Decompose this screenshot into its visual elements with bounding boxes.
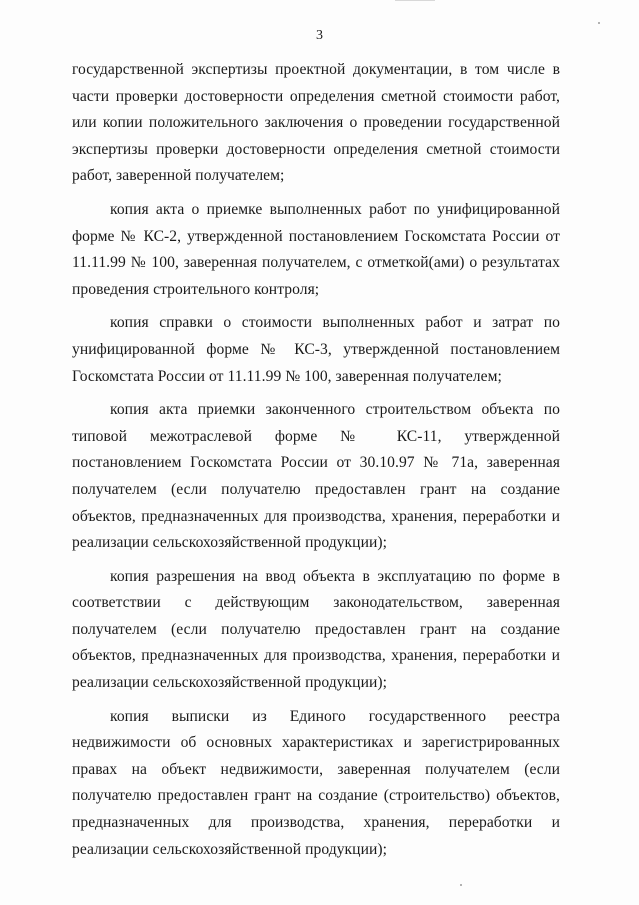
paragraph-ks3-certificate: копия справки о стоимости выполненных работ и затрат по унифицированной форме № КС-3, утвержденной постановлением Госкомстата России от 11.11.99 № 100, заверенная получателем; [72, 314, 560, 385]
page-number: 3 [316, 28, 323, 43]
scan-edge-mark [395, 0, 435, 1]
paragraph-egrn-extract: копия выписки из Единого государственного реестра недвижимости об основных характеристиках и зарегистрированных правах на объект недвижимости, заверенная получателем (если получателю предоставлен грант на создание (строительство) объектов, предназначенных для производства, хранения, переработки и реализации сельскохозяйственной продукции); [72, 707, 560, 858]
document-body [72, 57, 560, 870]
scan-dust-mark [598, 22, 600, 24]
paragraph-ks2-act: копия акта о приемке выполненных работ по унифицированной форме № КС-2, утвержденной постановлением Госкомстата России от 11.11.99 № 100, заверенная получателем, с отметкой(ами) о результатах проведения строительного контроля; [72, 200, 560, 298]
scan-dust-mark [460, 884, 462, 886]
paragraph-commissioning-permit: копия разрешения на ввод объекта в эксплуатацию по форме в соответствии с действующим законодательством, заверенная получателем (если получателю предоставлен грант на создание объектов, предназначенных для производства, хранения, переработки и реализации сельскохозяйственной продукции); [72, 567, 560, 692]
paragraph-expertise-continuation: государственной экспертизы проектной документации, в том числе в части проверки достоверности определения сметной стоимости работ, или копии положительного заключения о проведении государственной экспертизы проверки достоверности определения сметной стоимости работ, заверенной получателем; [72, 61, 560, 185]
paragraph-ks11-act: копия акта приемки законченного строительством объекта по типовой межотраслевой форме № КС-11, утвержденной постановлением Госкомстата России от 30.10.97 № 71а, заверенная получателем (если получателю предоставлен грант на создание объектов, предназначенных для производства, хранения, переработки и реализации сельскохозяйственной продукции); [72, 401, 560, 552]
